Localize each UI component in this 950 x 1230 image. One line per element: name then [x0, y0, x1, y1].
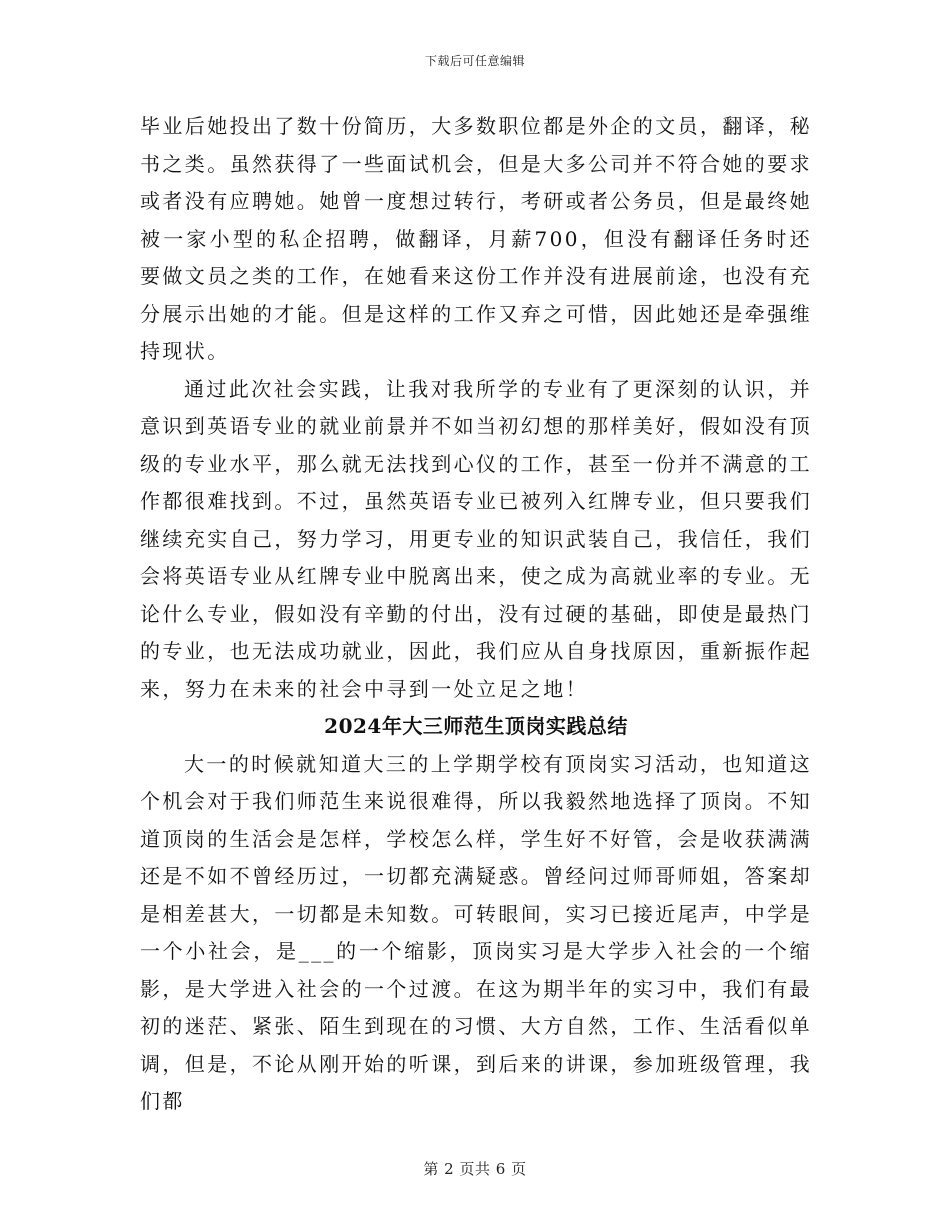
document-body	[140, 108, 812, 1121]
paragraph-job-search: 毕业后她投出了数十份简历，大多数职位都是外企的文员，翻译，秘书之类。虽然获得了一些面试机会，但是大多公司并不符合她的要求或者没有应聘她。她曾一度想过转行，考研或者公务员，但是最终她被一家小型的私企招聘，做翻译，月薪700，但没有翻译任务时还要做文员之类的工作，在她看来这份工作并没有进展前途，也没有充分展示出她的才能。但是这样的工作又弃之可惜，因此她还是牵强维持现状。	[140, 114, 812, 363]
paragraph-practice-reflection: 通过此次社会实践，让我对我所学的专业有了更深刻的认识，并意识到英语专业的就业前景并不如当初幻想的那样美好，假如没有顶级的专业水平，那么就无法找到心仪的工作，甚至一份并不满意的工作都很难找到。不过，虽然英语专业已被列入红牌专业，但只要我们继续充实自己，努力学习，用更专业的知识武装自己，我信任，我们会将英语专业从红牌专业中脱离出来，使之成为高就业率的专业。无论什么专业，假如没有辛勤的付出，没有过硬的基础，即使是最热门的专业，也无法成功就业，因此，我们应从自身找原因，重新振作起来，努力在未来的社会中寻到一处立足之地！	[140, 376, 812, 701]
paragraph-internship: 大一的时候就知道大三的上学期学校有顶岗实习活动，也知道这个机会对于我们师范生来说很难得，所以我毅然地选择了顶岗。不知道顶岗的生活会是怎样，学校怎么样，学生好不好管，会是收获满满还是不如不曾经历过，一切都充满疑惑。曾经问过师哥师姐，答案却是相差甚大，一切都是未知数。可转眼间，实习已接近尾声，中学是一个小社会，是___的一个缩影，顶岗实习是大学步入社会的一个缩影，是大学进入社会的一个过渡。在这为期半年的实习中，我们有最初的迷茫、紧张、陌生到现在的习惯、大方自然，工作、生活看似单调，但是，不论从刚开始的听课，到后来的讲课，参加班级管理，我们都	[140, 751, 812, 1113]
page-header-note: 下载后可任意编辑	[424, 54, 525, 68]
page-number: 第 2 页共 6 页	[423, 1160, 527, 1178]
section-title: 2024年大三师范生顶岗实践总结	[324, 714, 628, 738]
